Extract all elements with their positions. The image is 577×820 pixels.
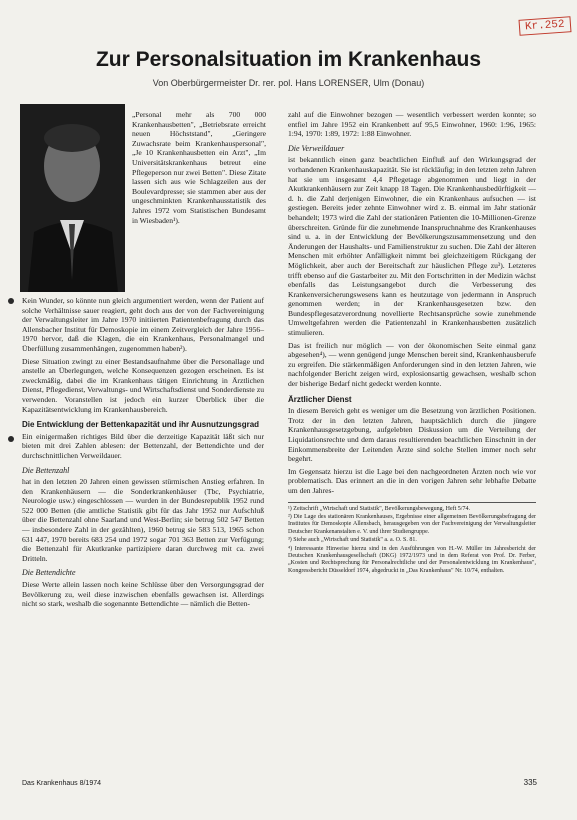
section-heading: Ärztlicher Dienst	[288, 394, 352, 404]
paragraph: zahl auf die Einwohner bezogen — wesentlich verbessert werden konnte; so entfiel im Jahre 1952 ein Krankenbett auf 95,5 Einwohner, 1960: 1:96, 1965: 1:94, 1970: 1:89, 1972: 1:88 Einwohner.	[288, 110, 536, 139]
footnote: ⁴) Interessante Hinweise hierzu sind in den Ausführungen von H.-W. Müller im Jahresbericht der Deutschen Krankenhausgesellschaft (DKG) 1972/1973 und in dem Referat von Prof. Dr. Ferber, „Kosten und Rechtsprechung für Personalrechtliche und der Personalentwicklung im Krankenhaus", Kongressbericht Düsseldorf 1974, abgedruckt in „Das Krankenhaus" Nr. 10/74, enthalten.	[288, 545, 536, 574]
portrait-image	[20, 104, 125, 292]
paragraph: Ein einigermaßen richtiges Bild über die derzeitige Kapazität läßt sich nur bieten mit drei Zahlen ablesen: der Bettenzahl, der Bettendichte und der durchschnittlichen Verweildauer.	[22, 431, 264, 460]
intro-quote: „Personal mehr als 700 000 Krankenhausbetten", „Betriebsrate erreicht neuen Höchststand", „Geringere Zuwachsrate beim Krankenhauspersonal", „Je 10 Krankenhausbetten ein Arzt", „Im Universitätskrankenhaus betreut eine Pflegeperson nur zwei Betten". Diese Zitate lassen sich aus wie Schlagzeilen aus der Boulevardpresse; sie stammen aber aus der ungeschminkten Krankenhausstatistik des Jahres 1972 vom Statistischen Bundesamt in Wiesbaden¹).	[132, 110, 266, 225]
paragraph: Das ist freilich nur möglich — von der ökonomischen Seite einmal ganz abgesehen⁴), — wenn genügend junge Menschen bereit sind, Krankenhausberufe zu ergreifen. Die stärkenmäßigen Anforderungen sind in den letzten Jahren, wie nachfolgender Bericht zeigen wird, explosionsartig gewachsen, weshalb schon der bisherige Bedarf nicht gedeckt werden konnte.	[288, 340, 536, 389]
paragraph: Diese Situation zwingt zu einer Bestandsaufnahme über die Personallage und anstelle an Überlegungen, welche Konsequenzen gezogen erscheinen. Es ist zweckmäßig, dabei die im Krankenhaus tätigen Einrichtung in Ärztlichen Dienst, Pflegedienst, Verwaltungs- und Wirtschaftsdienst und Sonderdienste zu verwenden. Voranstellen ist jedoch ein kurzer Überblick über die Kapazitätsentwicklung im Krankenhausbereich.	[22, 356, 264, 414]
paragraph: ist bekanntlich einen ganz beachtlichen Einfluß auf den Wirkungsgrad der vorhandenen Krankenhauskapazität. Sie ist rückläufig; in den letzten zehn Jahren hat sie um insgesamt 4,4 Pflegetage abgenommen und liegt in der Akutkrankenhäusern zur Zeit knapp 18 Tagen. Die Krankenhausbedürftigkeit — d. h. die Zahl derjenigen Einwohner, die ein Krankenhaus aufsuchen — ist gestiegen. Bereits jeder zehnte Einwohner wird z. B. einmal im Jahr stationär behandelt; 1973 wird die Zahl der stationären Patienten die 10-Millionen-Grenze überschreiten. Gründe für die zunehmende Inanspruchnahme des Krankenhauses sind u. a. in der Entwicklung der Bevölkerungszusammensetzung und den Änderungen der Haushalts- und Familienstruktur zu suchen. Die Zahl der älteren Menschen mit erhöhter Anfälligkeit nimmt bei gleichzeitigem Rückgang der Möglichkeit, aber auch der Bereitschaft zur häuslichen Pflege zu³). Letzteres trifft ebenso auf die Gastarbeiter zu. Mit den Fortschritten in der Medizin wächst ebenfalls das Leistungsangebot durch die Verbesserung des Krankenversicherungswesens kann es heutzutage von jedermann in Anspruch genommen werden; in der Krankenhausgesetzen bzw. den Bundespflegesatzverordnung novellierte Rechtsansprüche sowie zunehmende Umweltgefahren werden die Patientenzahl in Krankenhausbetten zusätzlich stimulieren.	[288, 155, 536, 338]
footnote: ³) Siehe auch „Wirtschaft und Statistik" a. a. O. S. 81.	[288, 537, 417, 544]
paragraph: Diese Werte allein lassen noch keine Schlüsse über den Versorgungsgrad der Bevölkerung zu, weil diese inzwischen ebenfalls gewachsen ist. Allerdings nicht so stark, weshalb die sogenannte Bettendichte — nämlich die Betten-	[22, 580, 264, 609]
left-column	[22, 296, 264, 612]
punch-hole	[8, 436, 14, 442]
punch-hole	[8, 298, 14, 304]
page-number: 335	[523, 778, 537, 787]
paragraph: In diesem Bereich geht es weniger um die Besetzung von ärztlichen Positionen. Trotz der in den letzten Jahren, hauptsächlich durch die jüngere Krankenhausgesetzgebung, aufgelebten Diskussion um die Verteilung der Liquidationsrechte und dem daraus resultierenden beachtlichen Einschnitt in der Einkommensbreite der Leitenden Ärzte sind solche Stellen immer noch sehr begehrt.	[288, 406, 536, 464]
right-column	[288, 110, 536, 576]
journal-footer: Das Krankenhaus 8/1974	[22, 780, 101, 787]
footnote: ¹) Zeitschrift „Wirtschaft und Statistik", Bevölkerungsbewegung, Heft 5/74.	[288, 505, 470, 512]
author-byline: Von Oberbürgermeister Dr. rer. pol. Hans LORENSER, Ulm (Donau)	[152, 78, 425, 88]
paragraph: hat in den letzten 20 Jahren einen gewissen stürmischen Anstieg erfahren. In den Krankenhäusern — die Sonderkrankenhäuser (Tbc, Psychiatrie, Neurologie usw.) eingeschlossen — wurden in der Bundesrepublik 1952 rund 522 000 Betten (die amtliche Statistik gibt für das Jahr 1952 nur Aufschluß über die Bettenzahl ohne Saarland und West-Berlin; sie betrug 502 547 Betten — insbesondere Zahl in der gezählten), 1960 betrug sie 583 513, 1965 schon 631 447, 1970 bereits 683 254 und 1972 sogar 701 363 Betten zur Verfügung; die Bettenzahl für Akutkranke partizipiere daran durchweg mit ca. zwei Dritteln.	[22, 477, 264, 563]
footnotes	[288, 502, 536, 576]
subsection-heading: Die Verweildauer	[288, 143, 345, 153]
archive-stamp: Kr.252	[519, 16, 572, 36]
paragraph: Im Gegensatz hierzu ist die Lage bei den nachgeordneten Ärzten noch wie vor problematisch. Das erinnert an die in den vorigen Jahren sehr lebhafte Debatte um den Jahres-	[288, 466, 536, 495]
section-heading: Die Entwicklung der Bettenkapazität und ihr Ausnutzungsgrad	[22, 420, 260, 430]
footnote: ²) Die Lage des stationären Krankenhauses, Ergebnisse einer allgemeinen Bevölkerungsbefragung der Institutes für Demoskopie Allensbach, herausgegeben von der Fachvereinigung der Verwaltungsleiter Deutscher Krankenanstalten e. V. und ihrer Studiengruppe.	[288, 513, 536, 535]
subsection-heading: Die Bettendichte	[22, 568, 76, 578]
paragraph: Kein Wunder, so könnte nun gleich argumentiert werden, wenn der Patient auf solche Verhältnisse sauer reagiert, geht doch aus der von der Fachvereinigung der Verwaltungsleiter im Jahre 1970 initiierten Patientenbefragung durch das Allensbacher Institut für Demoskopie im einem Zeitvergleich der Jahre 1956–1970 hervor, daß die Klagen, die ein Krankenhaus, Personalmangel und Überfüllung zusammenhängen, zugenommen haben²).	[22, 296, 264, 353]
article-title: Zur Personalsituation im Krankenhaus	[95, 48, 482, 71]
author-photo	[20, 104, 125, 292]
subsection-heading: Die Bettenzahl	[22, 465, 70, 475]
